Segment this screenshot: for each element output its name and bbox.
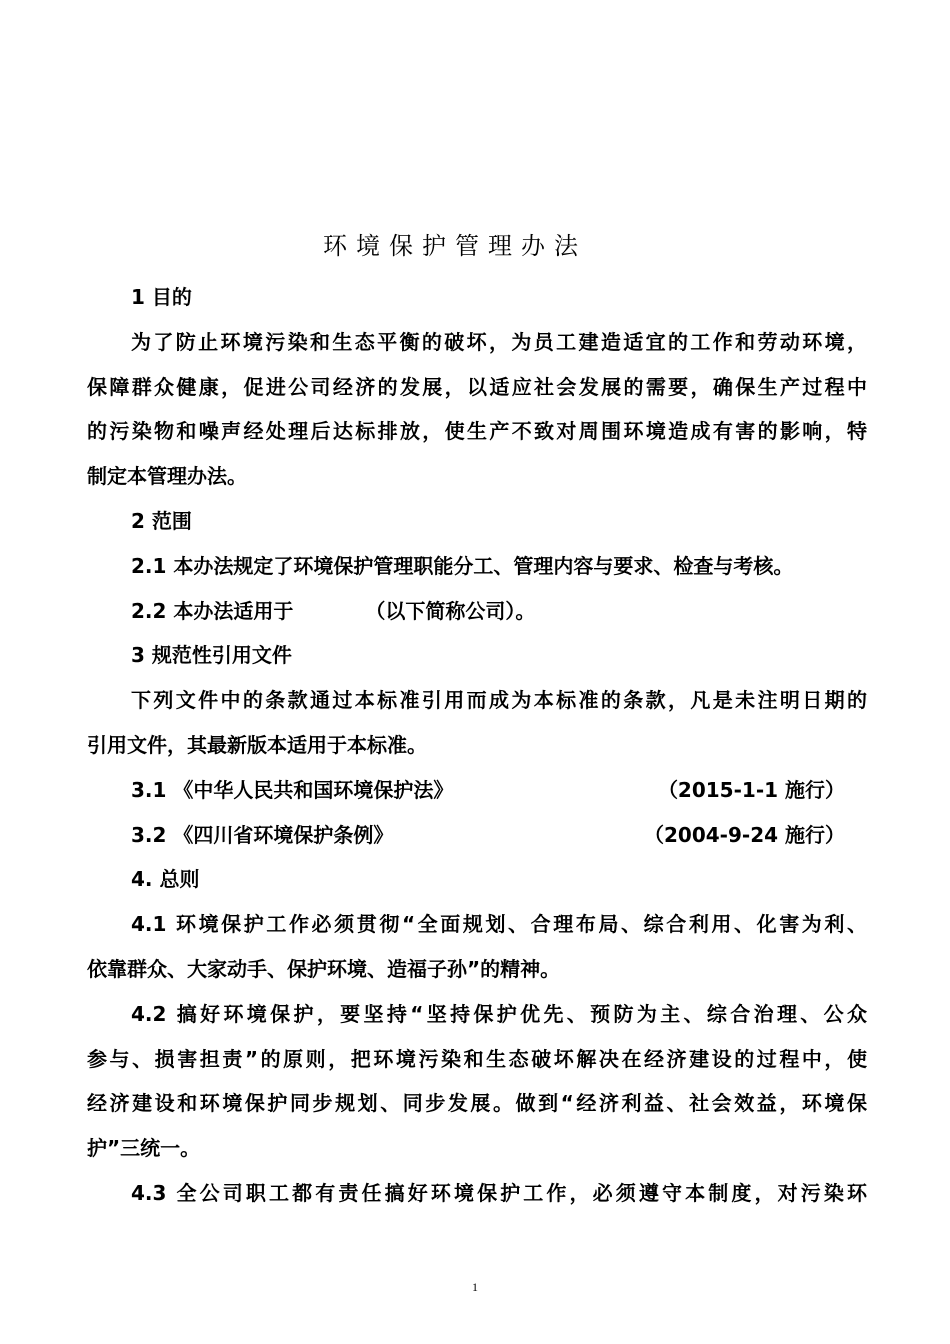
clause-2-2 xyxy=(87,589,867,634)
document-title: 环境保护管理办法 xyxy=(323,232,587,260)
reference-3-1 xyxy=(87,768,867,813)
paragraph-line: 引用文件，其最新版本适用于本标准。 xyxy=(87,732,427,757)
section-heading-purpose: 1 目的 xyxy=(131,285,192,309)
paragraph-line: 参与、损害担责”的原则，把环境污染和生态破坏解决在经济建设的过程中，使 xyxy=(87,1046,867,1071)
clause-2-1: 2.1 本办法规定了环境保护管理职能分工、管理内容与要求、检查与考核。 xyxy=(131,553,794,578)
paragraph-line: 制定本管理办法。 xyxy=(87,464,247,489)
paragraph-line: 经济建设和环境保护同步规划、同步发展。做到“经济利益、社会效益，环境保 xyxy=(87,1091,867,1116)
reference-3-2 xyxy=(87,813,867,858)
paragraph-line: 的污染物和噪声经处理后达标排放，使生产不致对周围环境造成有害的影响，特 xyxy=(87,419,867,444)
paragraph-line: 护”三统一。 xyxy=(87,1136,201,1161)
clause-2-2-text: 2.2 本办法适用于 xyxy=(131,598,294,623)
reference-date: （2015-1-1 施行） xyxy=(657,777,845,802)
section-heading-general: 4. 总则 xyxy=(131,867,200,892)
paragraph-line: 依靠群众、大家动手、保护环境、造福子孙”的精神。 xyxy=(87,956,561,981)
paragraph-line: 4.2 搞好环境保护，要坚持“坚持保护优先、预防为主、综合治理、公众 xyxy=(131,1001,867,1026)
paragraph-line: 4.1 环境保护工作必须贯彻“全面规划、合理布局、综合利用、化害为利、 xyxy=(131,912,867,937)
document-body xyxy=(87,275,867,1216)
page-number: 1 xyxy=(472,1280,478,1294)
section-heading-references: 3 规范性引用文件 xyxy=(131,643,292,668)
reference-date: （2004-9-24 施行） xyxy=(644,822,845,847)
section-heading-scope: 2 范围 xyxy=(131,508,192,533)
clause-2-2-suffix: （以下简称公司）。 xyxy=(365,598,536,623)
reference-title: 3.2 《四川省环境保护条例》 xyxy=(131,822,394,847)
reference-title: 3.1 《中华人民共和国环境保护法》 xyxy=(131,777,454,802)
paragraph-line: 保障群众健康，促进公司经济的发展，以适应社会发展的需要，确保生产过程中 xyxy=(87,374,867,399)
paragraph-line: 为了防止环境污染和生态平衡的破坏，为员工建造适宜的工作和劳动环境， xyxy=(131,329,867,354)
paragraph-line: 4.3 全公司职工都有责任搞好环境保护工作，必须遵守本制度，对污染环 xyxy=(131,1180,867,1205)
paragraph-line: 下列文件中的条款通过本标准引用而成为本标准的条款，凡是未注明日期的 xyxy=(131,688,867,713)
